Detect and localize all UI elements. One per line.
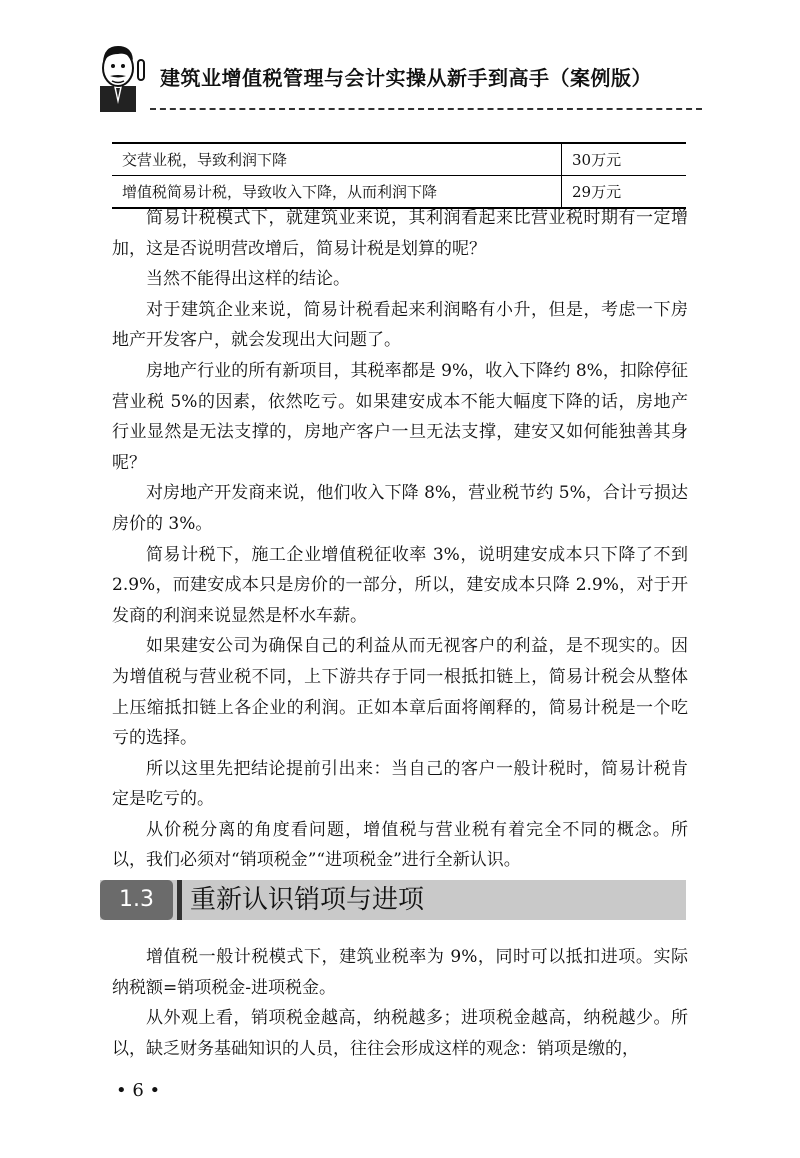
- body-text-before-section: [112, 203, 688, 876]
- paragraph: 所以这里先把结论提前引出来：当自己的客户一般计税时，简易计税肯定是吃亏的。: [112, 758, 688, 810]
- table-cell-description: 交营业税，导致利润下降: [112, 143, 562, 176]
- section-number: 1.3: [100, 880, 173, 920]
- header-divider: [150, 108, 702, 110]
- paragraph: 增值税一般计税模式下，建筑业税率为 9%，同时可以抵扣进项。实际纳税额=销项税金-进项税金。: [112, 947, 688, 998]
- page-number: • 6 •: [116, 1080, 161, 1101]
- table-cell-description: 增值税简易计税，导致收入下降，从而利润下降: [112, 176, 562, 209]
- paragraph: 从价税分离的角度看问题，增值税与营业税有着完全不同的概念。所以，我们必须对“销项税金”“进项税金”进行全新认识。: [112, 819, 688, 871]
- table-row: [112, 143, 686, 176]
- section-divider-bar: [177, 880, 182, 920]
- paragraph: 简易计税模式下，就建筑业来说，其利润看起来比营业税时期有一定增加，这是否说明营改增后，简易计税是划算的呢？: [112, 208, 688, 259]
- table-cell-value: 30万元: [562, 143, 687, 176]
- body-text-after-section: [112, 942, 688, 1064]
- paragraph: 对房地产开发商来说，他们收入下降 8%，营业税节约 5%，合计亏损达房价的 3%。: [112, 483, 688, 534]
- paragraph: 对于建筑企业来说，简易计税看起来利润略有小升，但是，考虑一下房地产开发客户，就会发现出大问题了。: [112, 299, 688, 351]
- paragraph: 如果建安公司为确保自己的利益从而无视客户的利益，是不现实的。因为增值税与营业税不同，上下游共存于同一根抵扣链上，简易计税会从整体上压缩抵扣链上各企业的利润。正如本章后面将阐释的，简易计税是一个吃亏的选择。: [112, 636, 688, 749]
- table-cell-value: 29万元: [562, 176, 687, 209]
- cartoon-businessman-logo: [88, 38, 148, 112]
- paragraph: 简易计税下，施工企业增值税征收率 3%，说明建安成本只下降了不到 2.9%，而建安成本只是房价的一部分，所以，建安成本只降 2.9%，对于开发商的利润来说显然是杯水车薪。: [112, 544, 688, 626]
- book-title: 建筑业增值税管理与会计实操从新手到高手（案例版）: [160, 66, 652, 90]
- paragraph: 从外观上看，销项税金越高，纳税越多；进项税金越高，纳税越少。所以，缺乏财务基础知识的人员，往往会形成这样的观念：销项是缴的，: [112, 1008, 688, 1059]
- comparison-table: [112, 142, 686, 209]
- paragraph: 当然不能得出这样的结论。: [146, 269, 350, 290]
- section-title: 重新认识销项与进项: [190, 885, 425, 915]
- paragraph: 房地产行业的所有新项目，其税率都是 9%，收入下降约 8%，扣除停征营业税 5%的因素，依然吃亏。如果建安成本不能大幅度下降的话，房地产行业显然是无法支撑的，房地产客户一旦无法支撑，建安又如何能独善其身呢？: [112, 360, 688, 473]
